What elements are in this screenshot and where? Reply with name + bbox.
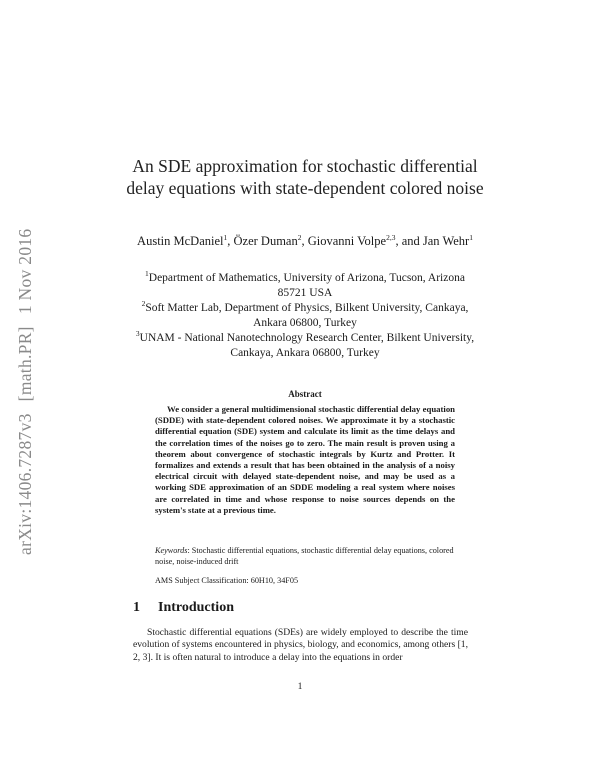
abstract-heading: Abstract [288,389,322,399]
arxiv-id: arXiv:1406.7287v3 [15,413,35,555]
author-name: Özer Duman [233,234,298,248]
affiliation [135,331,475,361]
affiliation-text: UNAM - National Nanotechnology Research Center, Bilkent University, Cankaya, Ankara 06800, Turkey [139,332,475,359]
keywords-text: Stochastic differential equations, stochastic differential delay equations, colored noise, noise-induced drift [155,546,454,566]
arxiv-category: [math.PR] [15,326,35,402]
author-name: Giovanni Volpe [307,234,387,248]
keywords: Keywords: Stochastic differential equations, stochastic differential delay equations, colored noise, noise-induced drift [155,546,454,566]
affiliation [135,271,475,301]
author-affil-mark: 2,3 [386,232,396,242]
paper-title: An SDE approximation for stochastic differential delay equations with state-dependent colored noise [126,156,484,198]
author-affil-mark: 2 [297,232,302,242]
abstract-body: We consider a general multidimensional stochastic differential delay equation (SDDE) with state-dependent colored noises. We approximate it by a stochastic differential equation (SDE) system and calculate its limit as the time delays and the correlation times of the noises go to zero. The main result is proven using a theorem about convergence of stochastic integrals by Kurtz and Protter. It formalizes and extends a result that has been obtained in the analysis of a noisy electrical circuit with delayed state-dependent noise, and may be used as a working SDE approximation of an SDDE modeling a real system where noises are correlated in time and whose response to noise sources depends on the system's state at a previous time. [155,404,455,515]
section-number: 1 [133,600,140,615]
author-affil-mark: 1 [223,232,228,242]
author-list: Austin McDaniel$^1$, Özer Duman$^2$, Giovanni Volpe$^{2,3}$, and Jan Wehr$^1$ [137,232,473,248]
arxiv-stamp [15,217,36,555]
affiliation-text: Soft Matter Lab, Department of Physics, Bilkent University, Cankaya, Ankara 06800, Turkey [145,302,469,329]
intro-paragraph: Stochastic differential equations (SDEs) are widely employed to describe the time evolution of systems encountered in physics, biology, and economics, among others [1, 2, 3]. It is often natural to introduce a delay into the equations in order [133,627,468,663]
section-heading [133,600,234,616]
author-name: Austin McDaniel [137,234,224,248]
affiliation-mark: 3 [135,329,140,339]
section-title: Introduction [158,600,234,615]
keywords-label: Keywords [155,546,188,555]
page-number: 1 [297,681,303,692]
arxiv-date: 1 Nov 2016 [15,228,35,315]
ams-classification: AMS Subject Classification: 60H10, 34F05 [155,576,299,585]
affiliation-mark: 1 [145,269,149,279]
author-affil-mark: 1 [469,232,473,242]
author-name: and Jan Wehr [401,234,470,248]
affiliation-text: Department of Mathematics, University of Arizona, Tucson, Arizona 85721 USA [148,272,465,299]
affiliation-mark: 2 [141,299,146,309]
affiliation [135,301,475,331]
